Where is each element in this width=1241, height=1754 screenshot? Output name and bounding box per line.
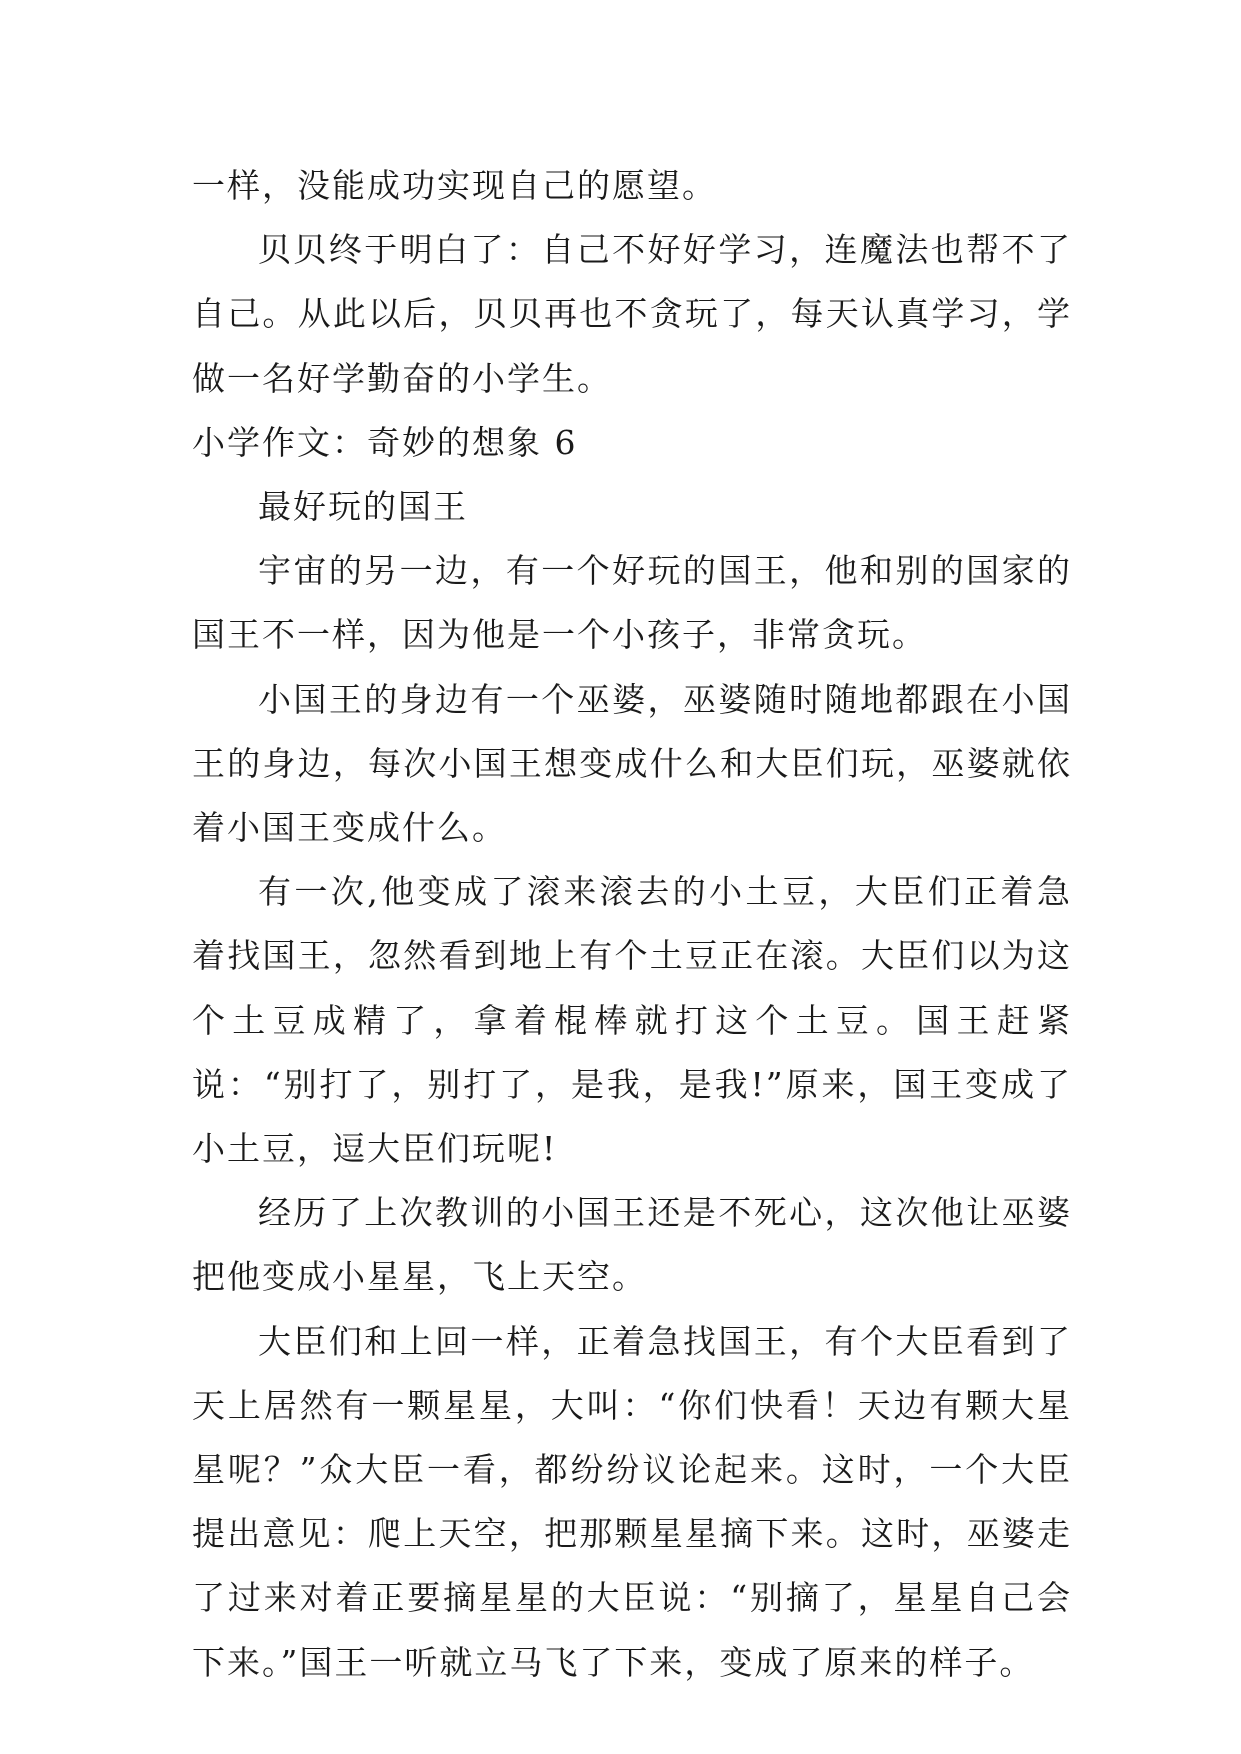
paragraph: 小国王的身边有一个巫婆，巫婆随时随地都跟在小国王的身边，每次小国王想变成什么和大臣们玩，巫婆就依着小国王变成什么。 <box>192 679 1072 848</box>
paragraph: 有一次,他变成了滚来滚去的小土豆，大臣们正着急着找国王，忽然看到地上有个土豆正在滚。大臣们以为这个土豆成精了，拿着棍棒就打这个土豆。国王赶紧说：“别打了，别打了，是我，是我!”原来，国王变成了小土豆，逗大臣们玩呢! <box>192 872 1072 1169</box>
paragraph: 贝贝终于明白了：自己不好好学习，连魔法也帮不了自己。从此以后，贝贝再也不贪玩了，每天认真学习，学做一名好学勤奋的小学生。 <box>192 230 1072 398</box>
section-heading: 小学作文：奇妙的想象 6 <box>192 422 578 462</box>
paragraph: 大臣们和上回一样，正着急找国王，有个大臣看到了天上居然有一颗星星，大叫：“你们快看！天边有颗大星星呢？”众大臣一看，都纷纷议论起来。这时，一个大臣提出意见：爬上天空，把那颗星星摘下来。这时，巫婆走了过来对着正要摘星星的大臣说：“别摘了，星星自己会下来。”国王一听就立马飞了下来，变成了原来的样子。 <box>192 1321 1072 1682</box>
paragraph: 宇宙的另一边，有一个好玩的国王，他和别的国家的国王不一样，因为他是一个小孩子，非常贪玩。 <box>192 551 1072 655</box>
paragraph-continuation: 一样，没能成功实现自己的愿望。 <box>192 166 717 205</box>
article-body <box>192 154 1072 1695</box>
story-title: 最好玩的国王 <box>258 487 468 527</box>
paragraph: 经历了上次教训的小国王还是不死心，这次他让巫婆把他变成小星星，飞上天空。 <box>192 1193 1072 1297</box>
